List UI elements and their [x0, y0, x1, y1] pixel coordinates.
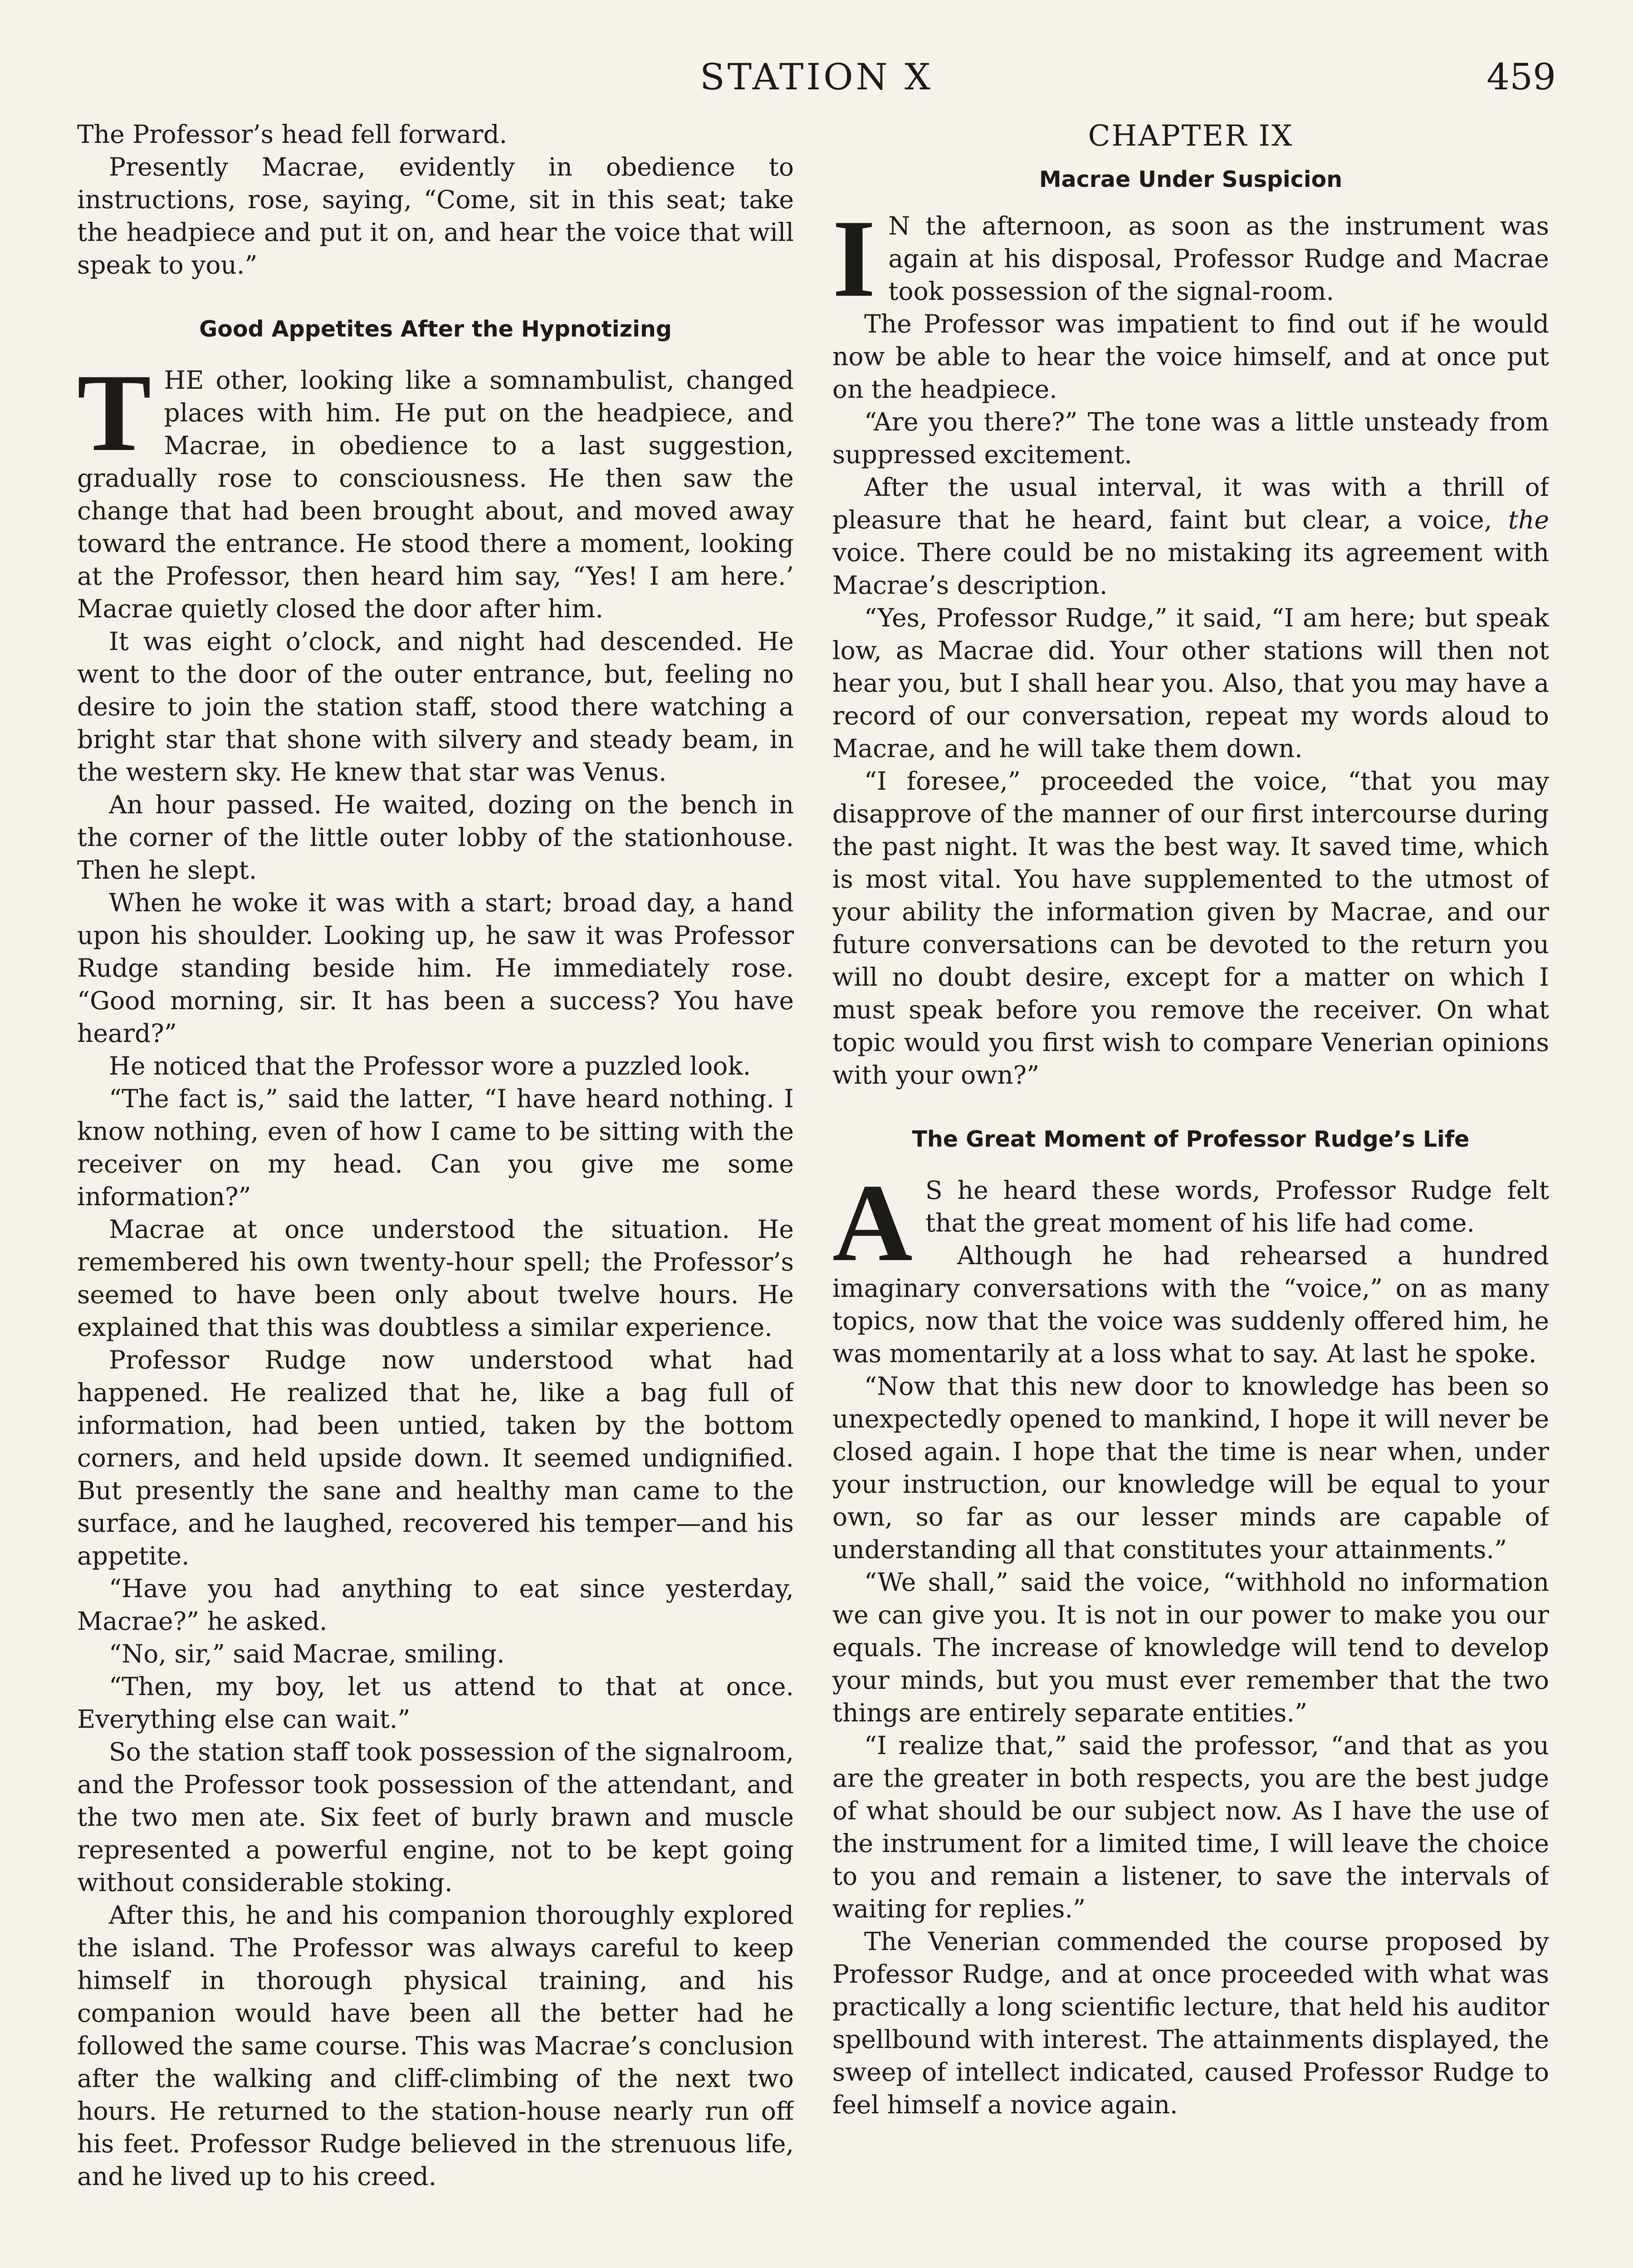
paragraph-text: S he heard these words, Professor Rudge felt that the great moment of his life had come.: [925, 1176, 1549, 1237]
paragraph-text: voice. There could be no mistaking its agreement with Macrae’s description.: [832, 538, 1549, 600]
right-column: [832, 118, 1549, 2268]
drop-cap: A: [832, 1161, 913, 1284]
chapter-title: CHAPTER IX: [1088, 119, 1294, 153]
section-heading: Good Appetites After the Hypnotizing: [199, 316, 672, 342]
paragraph: “We shall,” said the voice, “withhold no information we can give you. It is not in our power to make you our equals. The increase of knowledge will tend to develop your minds, but you must ever remember that the two things are entirely separate entities.”: [832, 1568, 1549, 1727]
paragraph: He noticed that the Professor wore a puzzled look.: [109, 1051, 751, 1080]
emphasis-text: the: [1508, 505, 1549, 534]
paragraph: “I foresee,” proceeded the voice, “that you may disapprove of the manner of our first intercourse during the past night. It was the best way. It saved time, which is most vital. You have supplemented to the utmost of your ability the information given by Macrae, and our future conversations can be devoted to the return you will no doubt desire, except for a matter on which I must speak before you remove the receiver. On what topic would you first wish to compare Venerian opinions with your own?”: [832, 767, 1549, 1090]
paragraph: The Professor’s head fell forward.: [77, 120, 508, 149]
drop-cap: I: [832, 197, 876, 320]
paragraph-text: N the afternoon, as soon as the instrument was again at his disposal, Professor Rudge and Macrae took possession of the signal-room.: [888, 211, 1549, 306]
paragraph: After this, he and his companion thoroughly explored the island. The Professor was always careful to keep himself in thorough physical training, and his companion would have been all the better had he followed the same course. This was Macrae’s conclusion after the walking and cliff-climbing of the next two hours. He returned to the station-house nearly run off his feet. Professor Rudge believed in the strenuous life, and he lived up to his creed.: [77, 1901, 794, 2191]
paragraph: [832, 471, 1549, 601]
page-number: 459: [1486, 56, 1556, 98]
paragraph: “Now that this new door to knowledge has been so unexpectedly opened to mankind, I hope it will never be closed again. I hope that the time is near when, under your instruction, our knowledge will be equal to your own, so far as our lesser minds are capable of understanding all that constitutes your attainments.”: [832, 1372, 1549, 1564]
paragraph: “Have you had anything to eat since yesterday, Macrae?” he asked.: [77, 1574, 794, 1636]
paragraph: It was eight o’clock, and night had descended. He went to the door of the outer entrance, but, feeling no desire to join the station staff, stood there watching a bright star that shone with silvery and steady beam, in the western sky. He knew that star was Venus.: [77, 627, 794, 787]
drop-cap-paragraph: [832, 197, 1549, 320]
paragraph-text: HE other, looking like a somnambulist, changed places with him. He put on the headpiece, and Macrae, in obedience to a last suggestion, gradually rose to consciousness. He then saw the change that had been brought about, and moved away toward the entrance. He stood there a moment, looking at the Professor, then heard him say, “Yes! I am here.’ Macrae quietly closed the door after him.: [77, 366, 794, 623]
paragraph: The Professor was impatient to find out if he would now be able to hear the voice himself, and at once put on the headpiece.: [832, 309, 1549, 404]
drop-cap-paragraph: [832, 1161, 1549, 1284]
page-header: [0, 50, 1633, 104]
paragraph: Although he had rehearsed a hundred imaginary conversations with the “voice,” on as many topics, now that the voice was suddenly offered him, he was momentarily at a loss what to say. At last he spoke.: [832, 1241, 1549, 1368]
running-title: STATION X: [699, 56, 934, 98]
paragraph: When he woke it was with a start; broad day, a hand upon his shoulder. Looking up, he saw it was Professor Rudge standing beside him. He immediately rose. “Good morning, sir. It has been a success? You have heard?”: [77, 888, 794, 1048]
paragraph: So the station staff took possession of the signalroom, and the Professor took possession of the attendant, and the two men ate. Six feet of burly brawn and muscle represented a powerful engine, not to be kept going without considerable stoking.: [77, 1737, 794, 1897]
paragraph: Macrae at once understood the situation. He remembered his own twenty-hour spell; the Professor’s seemed to have been only about twelve hours. He explained that this was doubtless a similar experience.: [77, 1215, 794, 1342]
paragraph: “Are you there?” The tone was a little unsteady from suppressed excitement.: [832, 407, 1549, 469]
section-heading: The Great Moment of Professor Rudge’s Life: [912, 1126, 1470, 1152]
chapter-subtitle: Macrae Under Suspicion: [1039, 166, 1343, 192]
drop-cap: T: [77, 351, 152, 474]
paragraph: “Then, my boy, let us attend to that at once. Everything else can wait.”: [77, 1672, 794, 1734]
paragraph: The Venerian commended the course proposed by Professor Rudge, and at once proceeded with what was practically a long scientific lecture, that held his auditor spellbound with interest. The attainments displayed, the sweep of intellect indicated, caused Professor Rudge to feel himself a novice again.: [832, 1927, 1549, 2119]
paragraph: An hour passed. He waited, dozing on the bench in the corner of the little outer lobby of the stationhouse. Then he slept.: [77, 790, 794, 885]
paragraph: Professor Rudge now understood what had happened. He realized that he, like a bag full of information, had been untied, taken by the bottom corners, and held upside down. It seemed undignified. But presently the sane and healthy man came to the surface, and he laughed, recovered his temper—and his appetite.: [77, 1345, 794, 1570]
paragraph-text: After the usual interval, it was with a thrill of pleasure that he heard, faint but clear, a voice,: [832, 473, 1549, 534]
paragraph: “I realize that,” said the professor, “and that as you are the greater in both respects, you are the best judge of what should be our subject now. As I have the use of the instrument for a limited time, I will leave the choice to you and remain a listener, to save the intervals of waiting for replies.”: [832, 1731, 1549, 1923]
paragraph: Presently Macrae, evidently in obedience to instructions, rose, saying, “Come, sit in this seat; take the headpiece and put it on, and hear the voice that will speak to you.”: [77, 152, 794, 279]
paragraph: “Yes, Professor Rudge,” it said, “I am here; but speak low, as Macrae did. Your other stations will then not hear you, but I shall hear you. Also, that you may have a record of our conversation, repeat my words aloud to Macrae, and he will take them down.: [832, 603, 1549, 763]
paragraph: “The fact is,” said the latter, “I have heard nothing. I know nothing, even of how I came to be sitting with the receiver on my head. Can you give me some information?”: [77, 1084, 794, 1211]
paragraph: “No, sir,” said Macrae, smiling.: [109, 1639, 505, 1668]
drop-cap-paragraph: [77, 351, 794, 625]
left-column: [77, 118, 794, 2268]
